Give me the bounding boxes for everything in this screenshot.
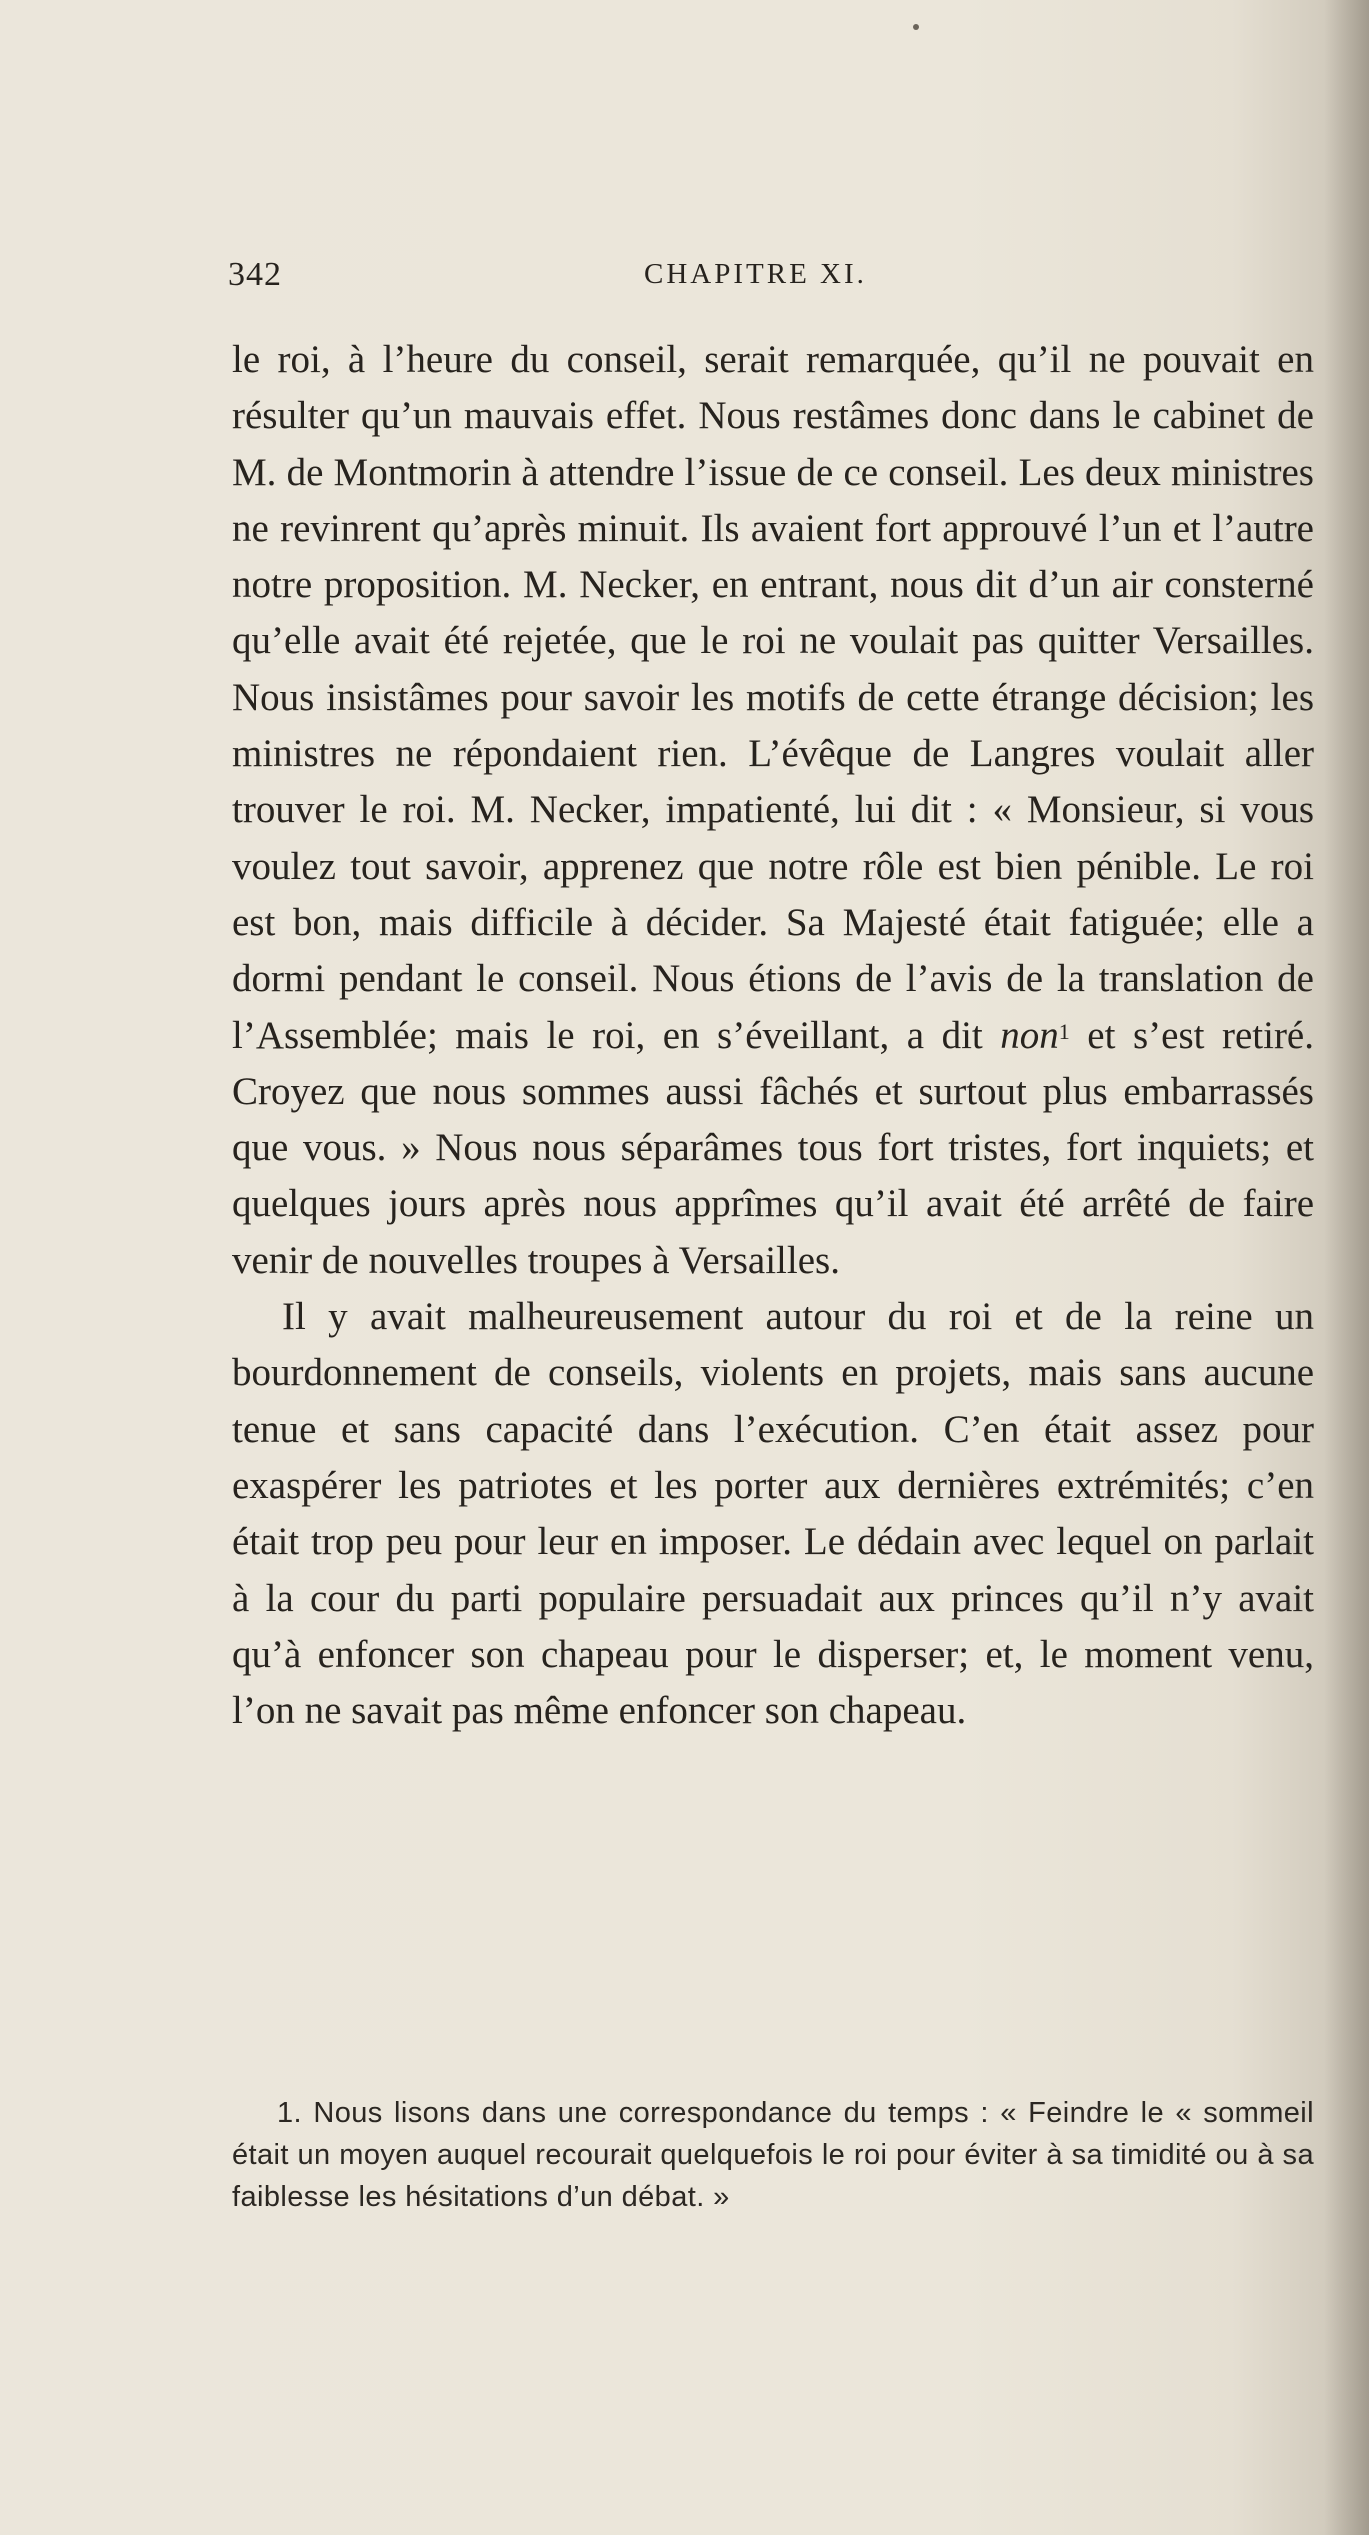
footnote-reference[interactable]: 1 xyxy=(1058,1018,1070,1044)
paragraph-1-text-a: le roi, à l’heure du conseil, serait remarquée, qu’il ne pouvait en résulter qu’un mauvais effet. Nous restâmes donc dans le cabinet de M. de Montmorin à attendre l’issue de ce conseil. Les deux ministres ne revinrent qu’après minuit. Ils avaient fort approuvé l’un et l’autre notre proposition. M. Necker, en entrant, nous dit d’un air consterné qu’elle avait été rejetée, que le roi ne voulait pas quitter Versailles. Nous insistâmes pour savoir les motifs de cette étrange décision; les ministres ne répondaient rien. L’évêque de Langres voulait aller trouver le roi. M. Necker, impatienté, lui dit : « Monsieur, si vous voulez tout savoir, apprenez que notre rôle est bien pénible. Le roi est bon, mais difficile à décider. Sa Majesté était fatiguée; elle a dormi pendant le conseil. Nous étions de l’avis de la translation de l’Assemblée; mais le roi, en s’éveillant, a dit xyxy=(232,338,1314,1057)
footnote-text: 1. Nous lisons dans une correspondance du temps : « Feindre le « sommeil était un moyen auquel recourait quelquefois le roi pour éviter à sa timidité ou à sa faiblesse les hésitations d’un débat. » xyxy=(232,2097,1314,2213)
paragraph-2: Il y avait malheureusement autour du roi et de la reine un bourdonnement de conseils, violents en projets, mais sans aucune tenue et sans capacité dans l’exécution. C’en était assez pour exaspérer les patriotes et les porter aux dernières extrémités; c’en était trop peu pour leur en imposer. Le dédain avec lequel on parlait à la cour du parti populaire persuadait aux princes qu’il n’y avait qu’à enfoncer son chapeau pour le disperser; et, le moment venu, l’on ne savait pas même enfoncer son chapeau. xyxy=(232,1295,1314,1733)
page-number: 342 xyxy=(228,256,282,293)
paragraph-1 xyxy=(232,332,1314,1289)
main-text xyxy=(232,332,1314,1739)
italic-word: non xyxy=(1000,1013,1059,1057)
footnote xyxy=(232,2092,1314,2218)
page-edge-shadow xyxy=(1324,0,1369,2535)
ink-speck xyxy=(913,24,919,30)
paragraph-1-text-b: et s’est retiré. Croyez que nous sommes aussi fâchés et surtout plus embarrassés que vous. » Nous nous séparâmes tous fort tristes, fort inquiets; et quelques jours après nous apprîmes qu’il avait été arrêté de faire venir de nouvelles troupes à Versailles. xyxy=(232,1013,1314,1282)
running-head: CHAPITRE XI. xyxy=(644,258,867,290)
page-header xyxy=(228,256,1318,296)
